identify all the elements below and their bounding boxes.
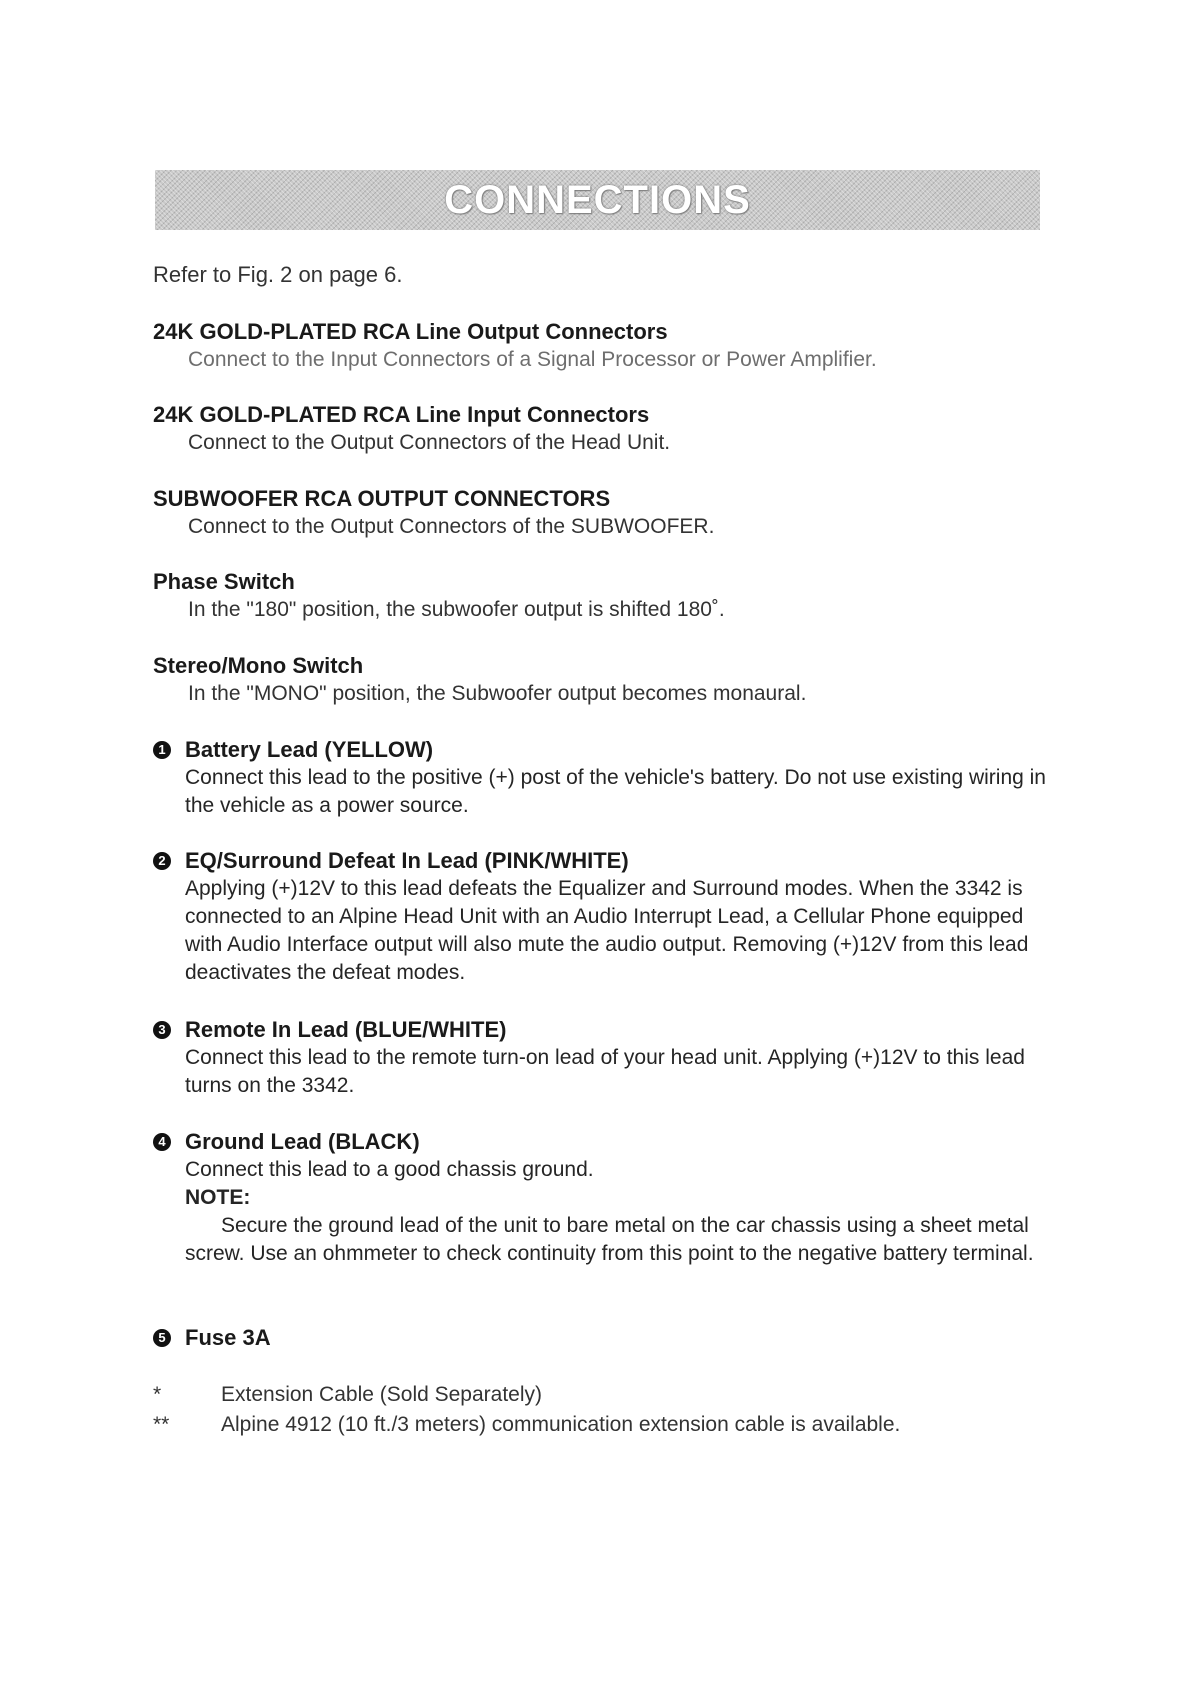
footnote-text: Extension Cable (Sold Separately) — [221, 1383, 543, 1406]
number-4-icon: 4 — [153, 1133, 171, 1151]
lead-eq-surround-defeat — [153, 847, 1053, 987]
lead-text: Connect this lead to the positive (+) post of the vehicle's battery. Do not use existing wiring in the vehicle as a power source. — [185, 766, 1046, 817]
note-label: NOTE: — [185, 1186, 251, 1209]
lead-heading: Battery Lead (YELLOW) — [185, 737, 434, 762]
section-heading: 24K GOLD-PLATED RCA Line Output Connectors — [153, 319, 668, 344]
section-banner — [155, 170, 1040, 230]
section-text: Connect to the Output Connectors of the SUBWOOFER. — [188, 515, 715, 538]
footnotes — [153, 1380, 1053, 1440]
lead-ground — [153, 1128, 1053, 1268]
lead-text: Connect this lead to the remote turn-on lead of your head unit. Applying (+)12V to this lead turns on the 3342. — [185, 1046, 1025, 1097]
lead-battery — [153, 736, 1053, 820]
double-asterisk-icon: ** — [153, 1413, 170, 1436]
number-3-icon: 3 — [153, 1021, 171, 1039]
section-text: Connect to the Output Connectors of the Head Unit. — [188, 431, 671, 454]
section-text: In the "MONO" position, the Subwoofer output becomes monaural. — [188, 682, 807, 705]
section-text: In the "180" position, the subwoofer output is shifted 180˚. — [188, 598, 725, 621]
section-phase-switch — [153, 568, 1053, 624]
footnote — [153, 1410, 1053, 1440]
section-subwoofer-output — [153, 485, 1053, 541]
footnote-text: Alpine 4912 (10 ft./3 meters) communication extension cable is available. — [221, 1413, 901, 1436]
section-heading: SUBWOOFER RCA OUTPUT CONNECTORS — [153, 486, 611, 511]
number-2-icon: 2 — [153, 852, 171, 870]
intro-text: Refer to Fig. 2 on page 6. — [153, 262, 403, 287]
lead-fuse — [153, 1324, 1053, 1352]
lead-text: Applying (+)12V to this lead defeats the Equalizer and Surround modes. When the 3342 is connected to an Alpine Head Unit with an Audio Interrupt Lead, a Cellular Phone equipped with Audio Interface output will also mute the audio output. Removing (+)12V from this lead deactivates the defeat modes. — [185, 877, 1029, 984]
section-heading: 24K GOLD-PLATED RCA Line Input Connectors — [153, 402, 650, 427]
section-line-input — [153, 401, 1053, 457]
asterisk-icon: * — [153, 1383, 162, 1406]
lead-remote-in — [153, 1016, 1053, 1100]
lead-heading: Fuse 3A — [185, 1325, 271, 1350]
lead-text: Connect this lead to a good chassis ground. — [185, 1158, 594, 1181]
number-5-icon: 5 — [153, 1329, 171, 1347]
page-title: CONNECTIONS — [444, 177, 751, 222]
number-1-icon: 1 — [153, 741, 171, 759]
lead-heading: Remote In Lead (BLUE/WHITE) — [185, 1017, 507, 1042]
lead-heading: EQ/Surround Defeat In Lead (PINK/WHITE) — [185, 848, 629, 873]
section-stereo-mono-switch — [153, 652, 1053, 708]
section-heading: Stereo/Mono Switch — [153, 653, 364, 678]
note-text: Secure the ground lead of the unit to bare metal on the car chassis using a sheet metal screw. Use an ohmmeter to check continuity from this point to the negative battery terminal. — [185, 1214, 1034, 1265]
section-line-output — [153, 318, 1053, 374]
section-text: Connect to the Input Connectors of a Signal Processor or Power Amplifier. — [188, 348, 877, 371]
lead-heading: Ground Lead (BLACK) — [185, 1129, 420, 1154]
section-heading: Phase Switch — [153, 569, 295, 594]
footnote — [153, 1380, 1053, 1410]
